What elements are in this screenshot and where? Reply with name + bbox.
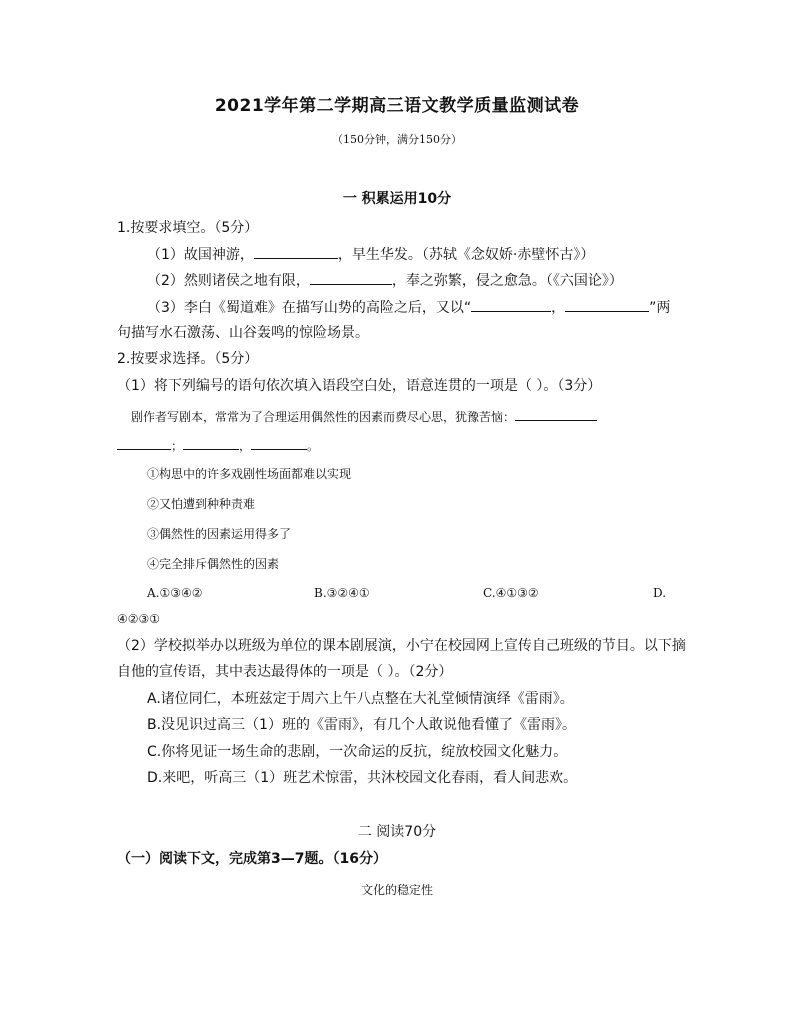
item-1-text-a: （1）故国神游，	[147, 247, 254, 263]
statement-1: ①构思中的许多戏剧性场面都难以实现	[147, 467, 352, 481]
answer-blank[interactable]	[471, 297, 551, 312]
question-1-item-1	[147, 244, 594, 265]
answer-blank[interactable]	[117, 437, 171, 450]
question-1-item-2	[147, 270, 623, 291]
choice-b[interactable]: B.③②④①	[314, 586, 370, 600]
statement-4: ④完全排斥偶然性的因素	[147, 557, 280, 571]
answer-blank[interactable]	[251, 437, 307, 450]
question-2-sub-2-stem-line-2: 自他的宣传语，其中表达最得体的一项是（ ）。（2分）	[117, 664, 453, 680]
choice-d[interactable]: D.	[653, 586, 667, 600]
option-d[interactable]: D.来吧，听高三（1）班艺术惊雷，共沐校园文化春雨，看人间悲欢。	[147, 770, 578, 786]
question-1-stem: 1.按要求填空。（5分）	[117, 220, 259, 236]
option-a[interactable]: A.诸位同仁，本班兹定于周六上午八点整在大礼堂倾情演绎《雷雨》。	[147, 691, 574, 707]
answer-blank[interactable]	[515, 408, 597, 421]
choice-a[interactable]: A.①③④②	[147, 586, 203, 600]
question-2-stem: 2.按要求选择。（5分）	[117, 351, 259, 367]
question-2-sub-1-stem: （1）将下列编号的语句依次填入语段空白处，语意连贯的一项是（ ）。（3分）	[117, 378, 602, 394]
answer-blank[interactable]	[310, 270, 392, 285]
choice-d-continued: ④②③①	[117, 612, 161, 626]
section-2-part-1: （一）阅读下文，完成第3—7题。（16分）	[117, 851, 387, 867]
passage-text: 剧作者写剧本，常常为了合理运用偶然性的因素而费尽心思，犹豫苦恼：	[131, 410, 516, 424]
option-b[interactable]: B.没见识过高三（1）班的《雷雨》，有几个人敢说他看懂了《雷雨》。	[147, 717, 576, 733]
item-2-text-b: ，奉之弥繁，侵之愈急。（《六国论》）	[391, 273, 623, 289]
passage-end: 。	[307, 439, 320, 453]
answer-blank[interactable]	[565, 297, 649, 312]
option-c[interactable]: C.你将见证一场生命的悲剧，一次命运的反抗，绽放校园文化魅力。	[147, 744, 568, 760]
section-1-heading: 一 积累运用10分	[342, 191, 452, 207]
passage-line-1	[131, 407, 597, 427]
question-2-sub-2-stem-line-1: （2）学校拟举办以班级为单位的课本剧展演，小宁在校园网上宣传自己班级的节目。以下摘	[117, 638, 686, 654]
item-1-text-b: ，早生华发。（苏轼《念奴娇·赤壁怀古》）	[337, 247, 595, 263]
article-title: 文化的稳定性	[360, 883, 433, 897]
question-1-item-3	[147, 297, 670, 318]
question-1-item-3-continued: 句描写水石激荡、山谷轰鸣的惊险场景。	[117, 325, 369, 341]
item-3-text-a: （3）李白《蜀道难》在描写山势的高险之后，又以“	[147, 300, 472, 316]
passage-separator: ，	[239, 439, 252, 453]
statement-3: ③偶然性的因素运用得多了	[147, 527, 292, 541]
item-3-separator: ，	[551, 300, 566, 316]
answer-blank[interactable]	[254, 244, 338, 259]
statement-2: ②又怕遭到种种责难	[147, 497, 256, 511]
section-2-heading: 二 阅读70分	[357, 824, 437, 840]
passage-separator: ；	[171, 439, 184, 453]
choice-c[interactable]: C.④①③②	[483, 586, 539, 600]
passage-line-2	[117, 436, 319, 456]
exam-title: 2021学年第二学期高三语文教学质量监测试卷	[214, 96, 580, 116]
item-2-text-a: （2）然则诸侯之地有限，	[147, 273, 310, 289]
exam-subtitle: （150分钟，满分150分）	[332, 133, 462, 146]
answer-blank[interactable]	[183, 437, 239, 450]
item-3-text-b: ”两	[649, 300, 671, 316]
